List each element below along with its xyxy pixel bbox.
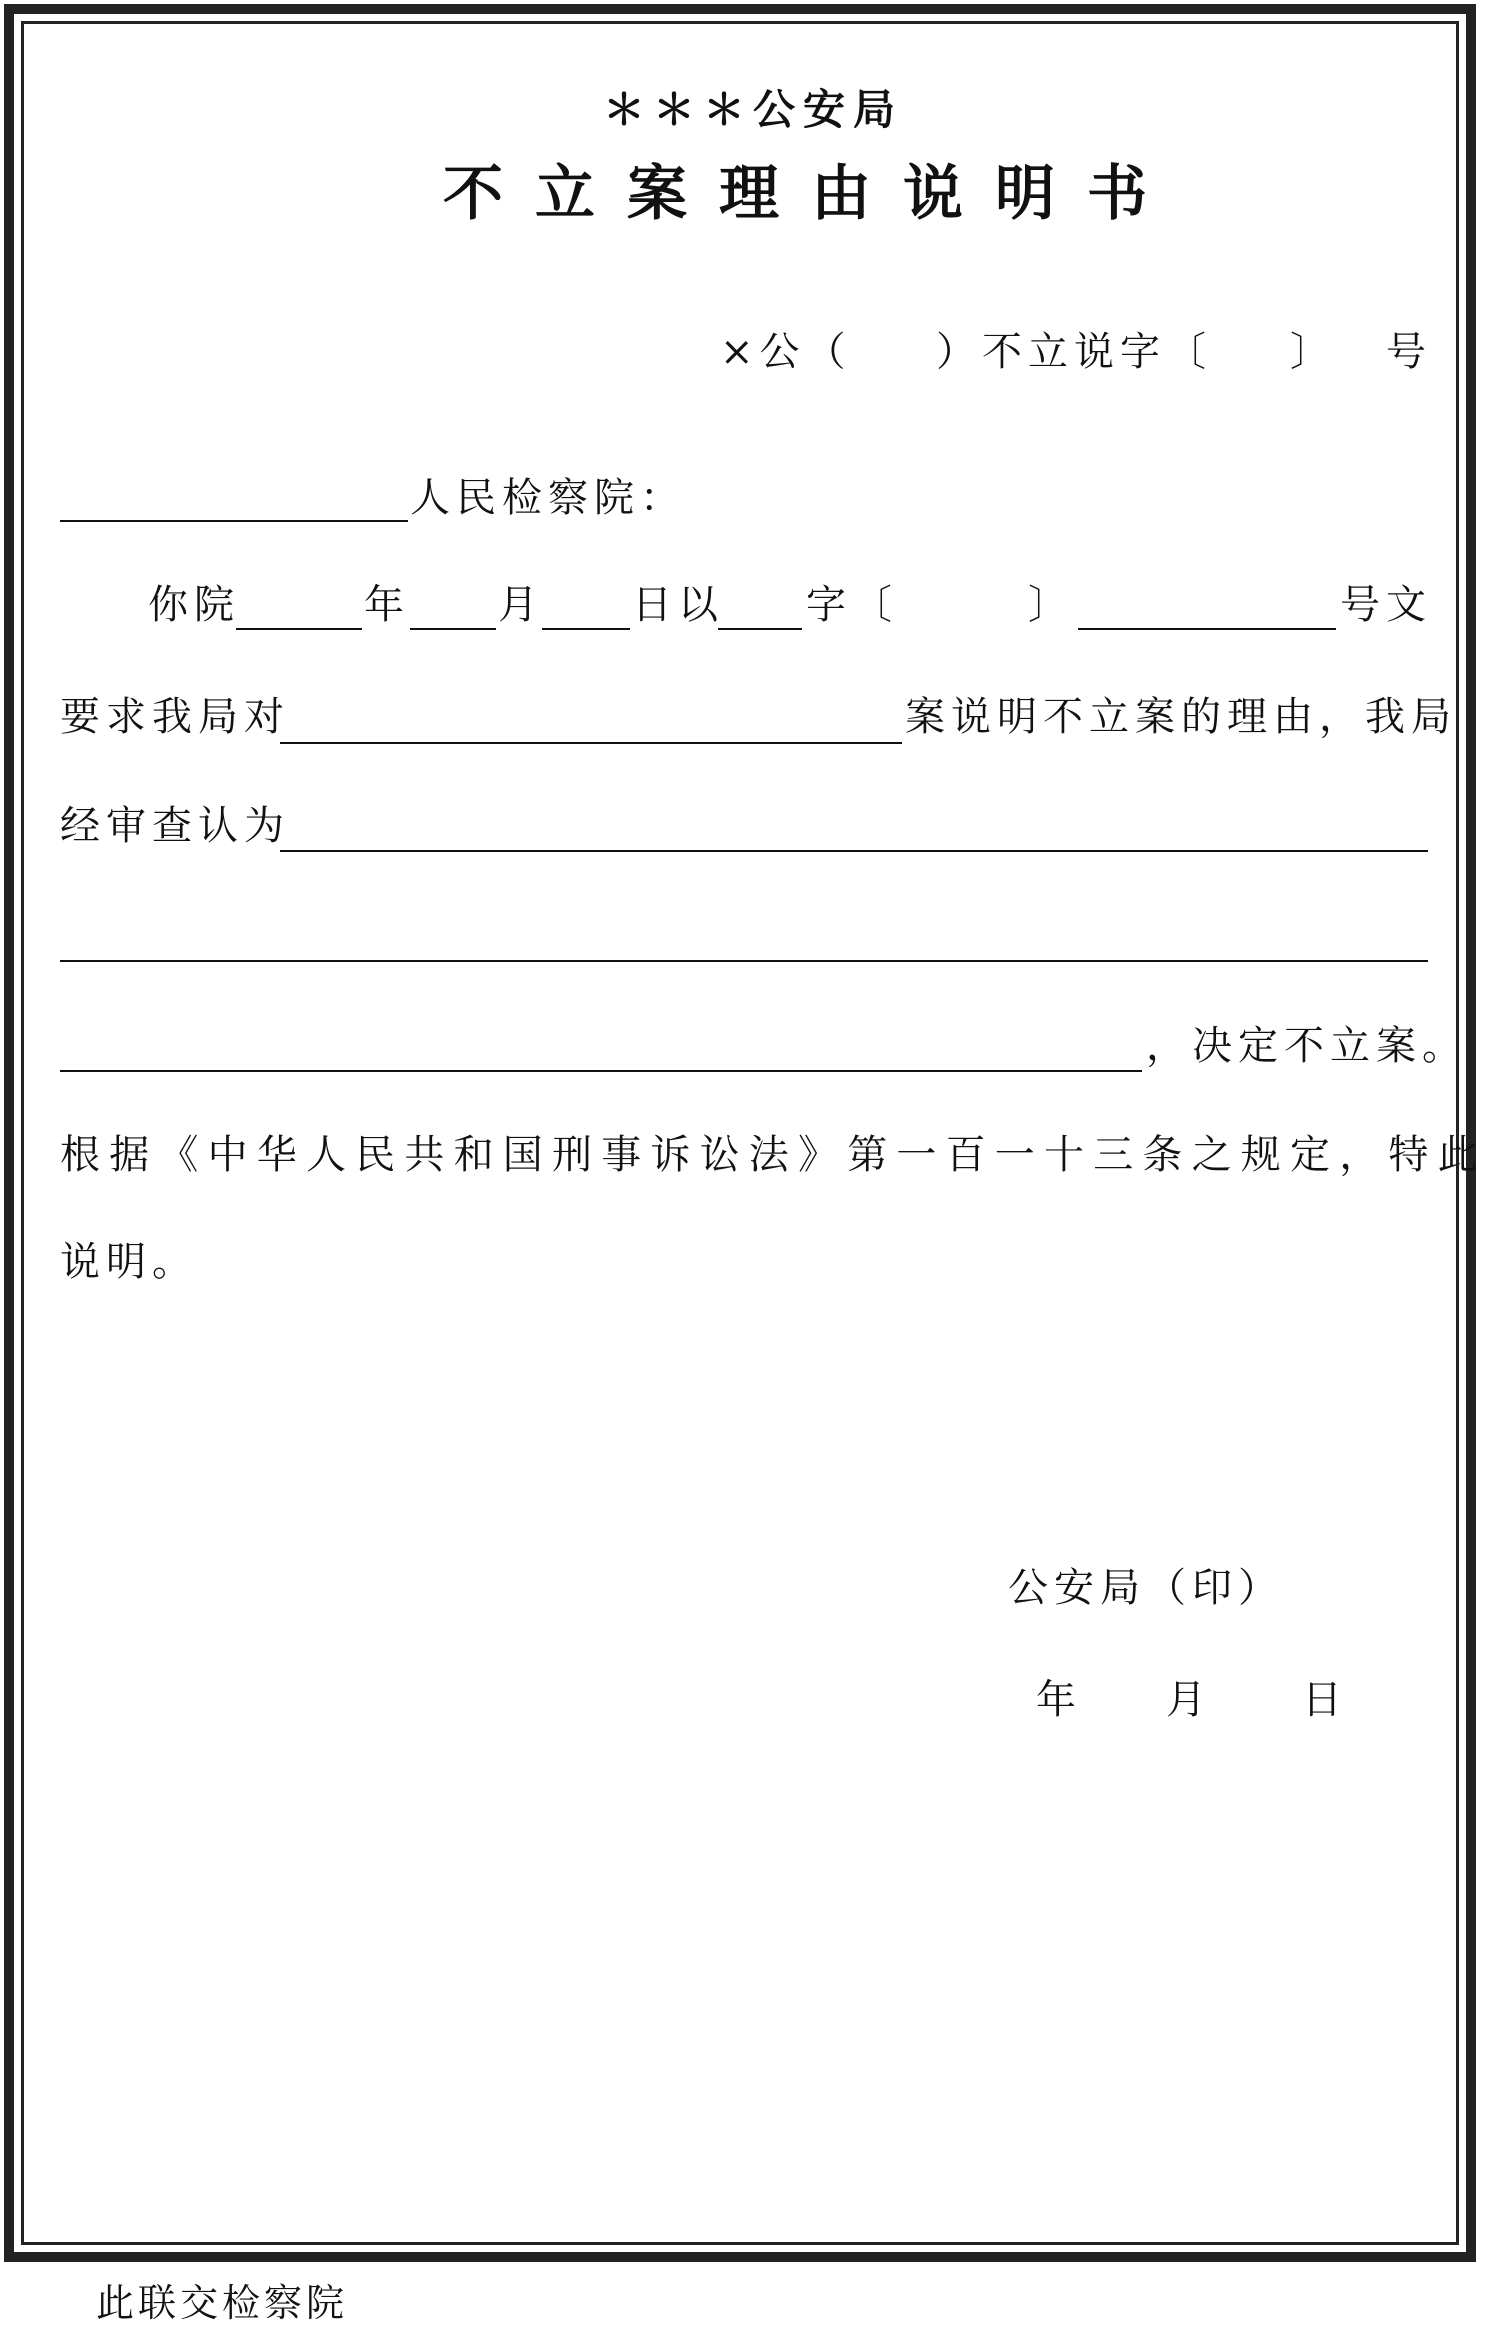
body-line6-legal-basis: 根据《中华人民共和国刑事诉讼法》第一百一十三条之规定，特此	[60, 1132, 1487, 1178]
body-line5-end: ，决定不立案。	[1146, 1023, 1468, 1069]
signature-day: 日	[1302, 1677, 1348, 1723]
blank-review-line2	[60, 960, 1428, 962]
blank-year	[236, 628, 362, 630]
body-line3-start: 经审查认为	[60, 803, 290, 849]
body-line1-month: 月	[498, 582, 544, 628]
doc-number-prefix: ×公（	[720, 329, 852, 375]
blank-day	[542, 628, 630, 630]
copy-destination-note: 此联交检察院	[96, 2281, 349, 2325]
blank-zi	[718, 628, 802, 630]
doc-number-hao: 号	[1386, 329, 1432, 375]
body-line1-day-yi: 日以	[632, 582, 724, 628]
blank-review-line1	[280, 850, 1428, 852]
blank-review-line3	[60, 1070, 1142, 1072]
doc-number-middle: ）不立说字〔	[936, 329, 1212, 375]
signature-agency-seal: 公安局（印）	[1008, 1565, 1284, 1611]
addressee-label: 人民检察院：	[410, 475, 686, 521]
body-line2-start: 要求我局对	[60, 694, 290, 740]
blank-month	[410, 628, 496, 630]
blank-doc-title	[1078, 628, 1336, 630]
body-line1-year: 年	[364, 582, 410, 628]
body-line1-start: 你院	[148, 582, 240, 628]
signature-month: 月	[1166, 1677, 1212, 1723]
body-line1-zi-bracket: 字〔	[806, 582, 898, 628]
body-line1-hao-wen: 号文	[1340, 582, 1432, 628]
addressee-blank	[60, 520, 408, 522]
issuing-agency: ＊＊＊公安局	[603, 85, 904, 134]
blank-case-name	[280, 742, 902, 744]
document-title: 不立案理由说明书	[443, 159, 1179, 229]
signature-year: 年	[1036, 1677, 1082, 1723]
doc-number-close-bracket: 〕	[1290, 329, 1336, 375]
body-line7-closing: 说明。	[60, 1239, 198, 1285]
body-line2-end: 案说明不立案的理由，我局	[905, 694, 1457, 740]
body-line1-close-bracket: 〕	[1028, 582, 1074, 628]
